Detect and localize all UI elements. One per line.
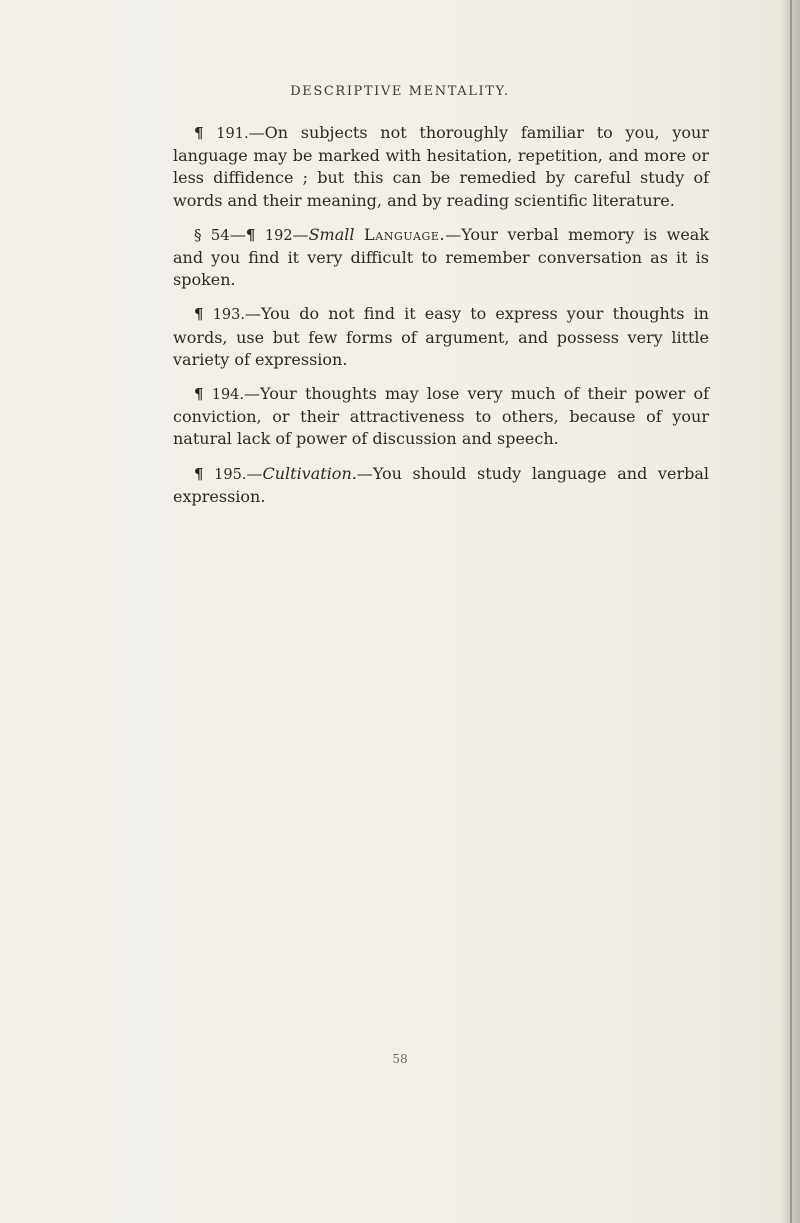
paragraph-heading-italic: —Small <box>292 224 355 244</box>
running-head: DESCRIPTIVE MENTALITY. <box>290 84 510 99</box>
body-text <box>173 122 709 508</box>
paragraph-text: —On subjects not thoroughly familiar to you, your language may be marked with hesitation, repetition, and more or less diffidence ; but this can be remedied by careful study of words and their meaning, and by reading scientific literature. <box>173 123 709 210</box>
pilcrow-mark: ¶ <box>194 385 204 404</box>
paragraph-text: —You do not find it easy to express your thoughts in words, use but few forms of argument, and possess very little variety of expression. <box>173 304 709 369</box>
page-edge-line <box>790 0 792 1223</box>
paragraph-191 <box>173 122 709 212</box>
paragraph-192 <box>173 224 709 292</box>
paragraph-heading-italic: —Cultivation. <box>246 463 357 483</box>
pilcrow-mark: ¶ <box>194 124 204 142</box>
paragraph-text: —Your thoughts may lose very much of their power of conviction, or their attractiveness to others, because of your natural lack of power of discussion and speech. <box>173 384 709 449</box>
paragraph-number: 193. <box>212 307 245 324</box>
pilcrow-mark: ¶ <box>194 305 204 324</box>
section-dash: — <box>229 224 246 244</box>
pilcrow-mark: ¶ <box>245 225 256 244</box>
paragraph-heading-caps: Language. <box>364 224 446 244</box>
paragraph-number: 195. <box>214 466 247 483</box>
page-number: 58 <box>392 1052 408 1066</box>
paragraph-number: 194. <box>211 387 245 404</box>
pilcrow-mark: ¶ <box>194 464 204 483</box>
paragraph-number: 192 <box>264 227 293 244</box>
paragraph-text: —You should study language and verbal expression. <box>173 463 709 506</box>
paragraph-194 <box>173 383 709 451</box>
paragraph-text: —Your verbal memory is weak and you find it very difficult to remember conversation as it is spoken. <box>173 224 710 290</box>
section-number: § 54 <box>194 225 230 244</box>
paragraph-195 <box>173 463 709 508</box>
paragraph-number: 191. <box>216 126 249 142</box>
paragraph-193 <box>173 303 709 371</box>
